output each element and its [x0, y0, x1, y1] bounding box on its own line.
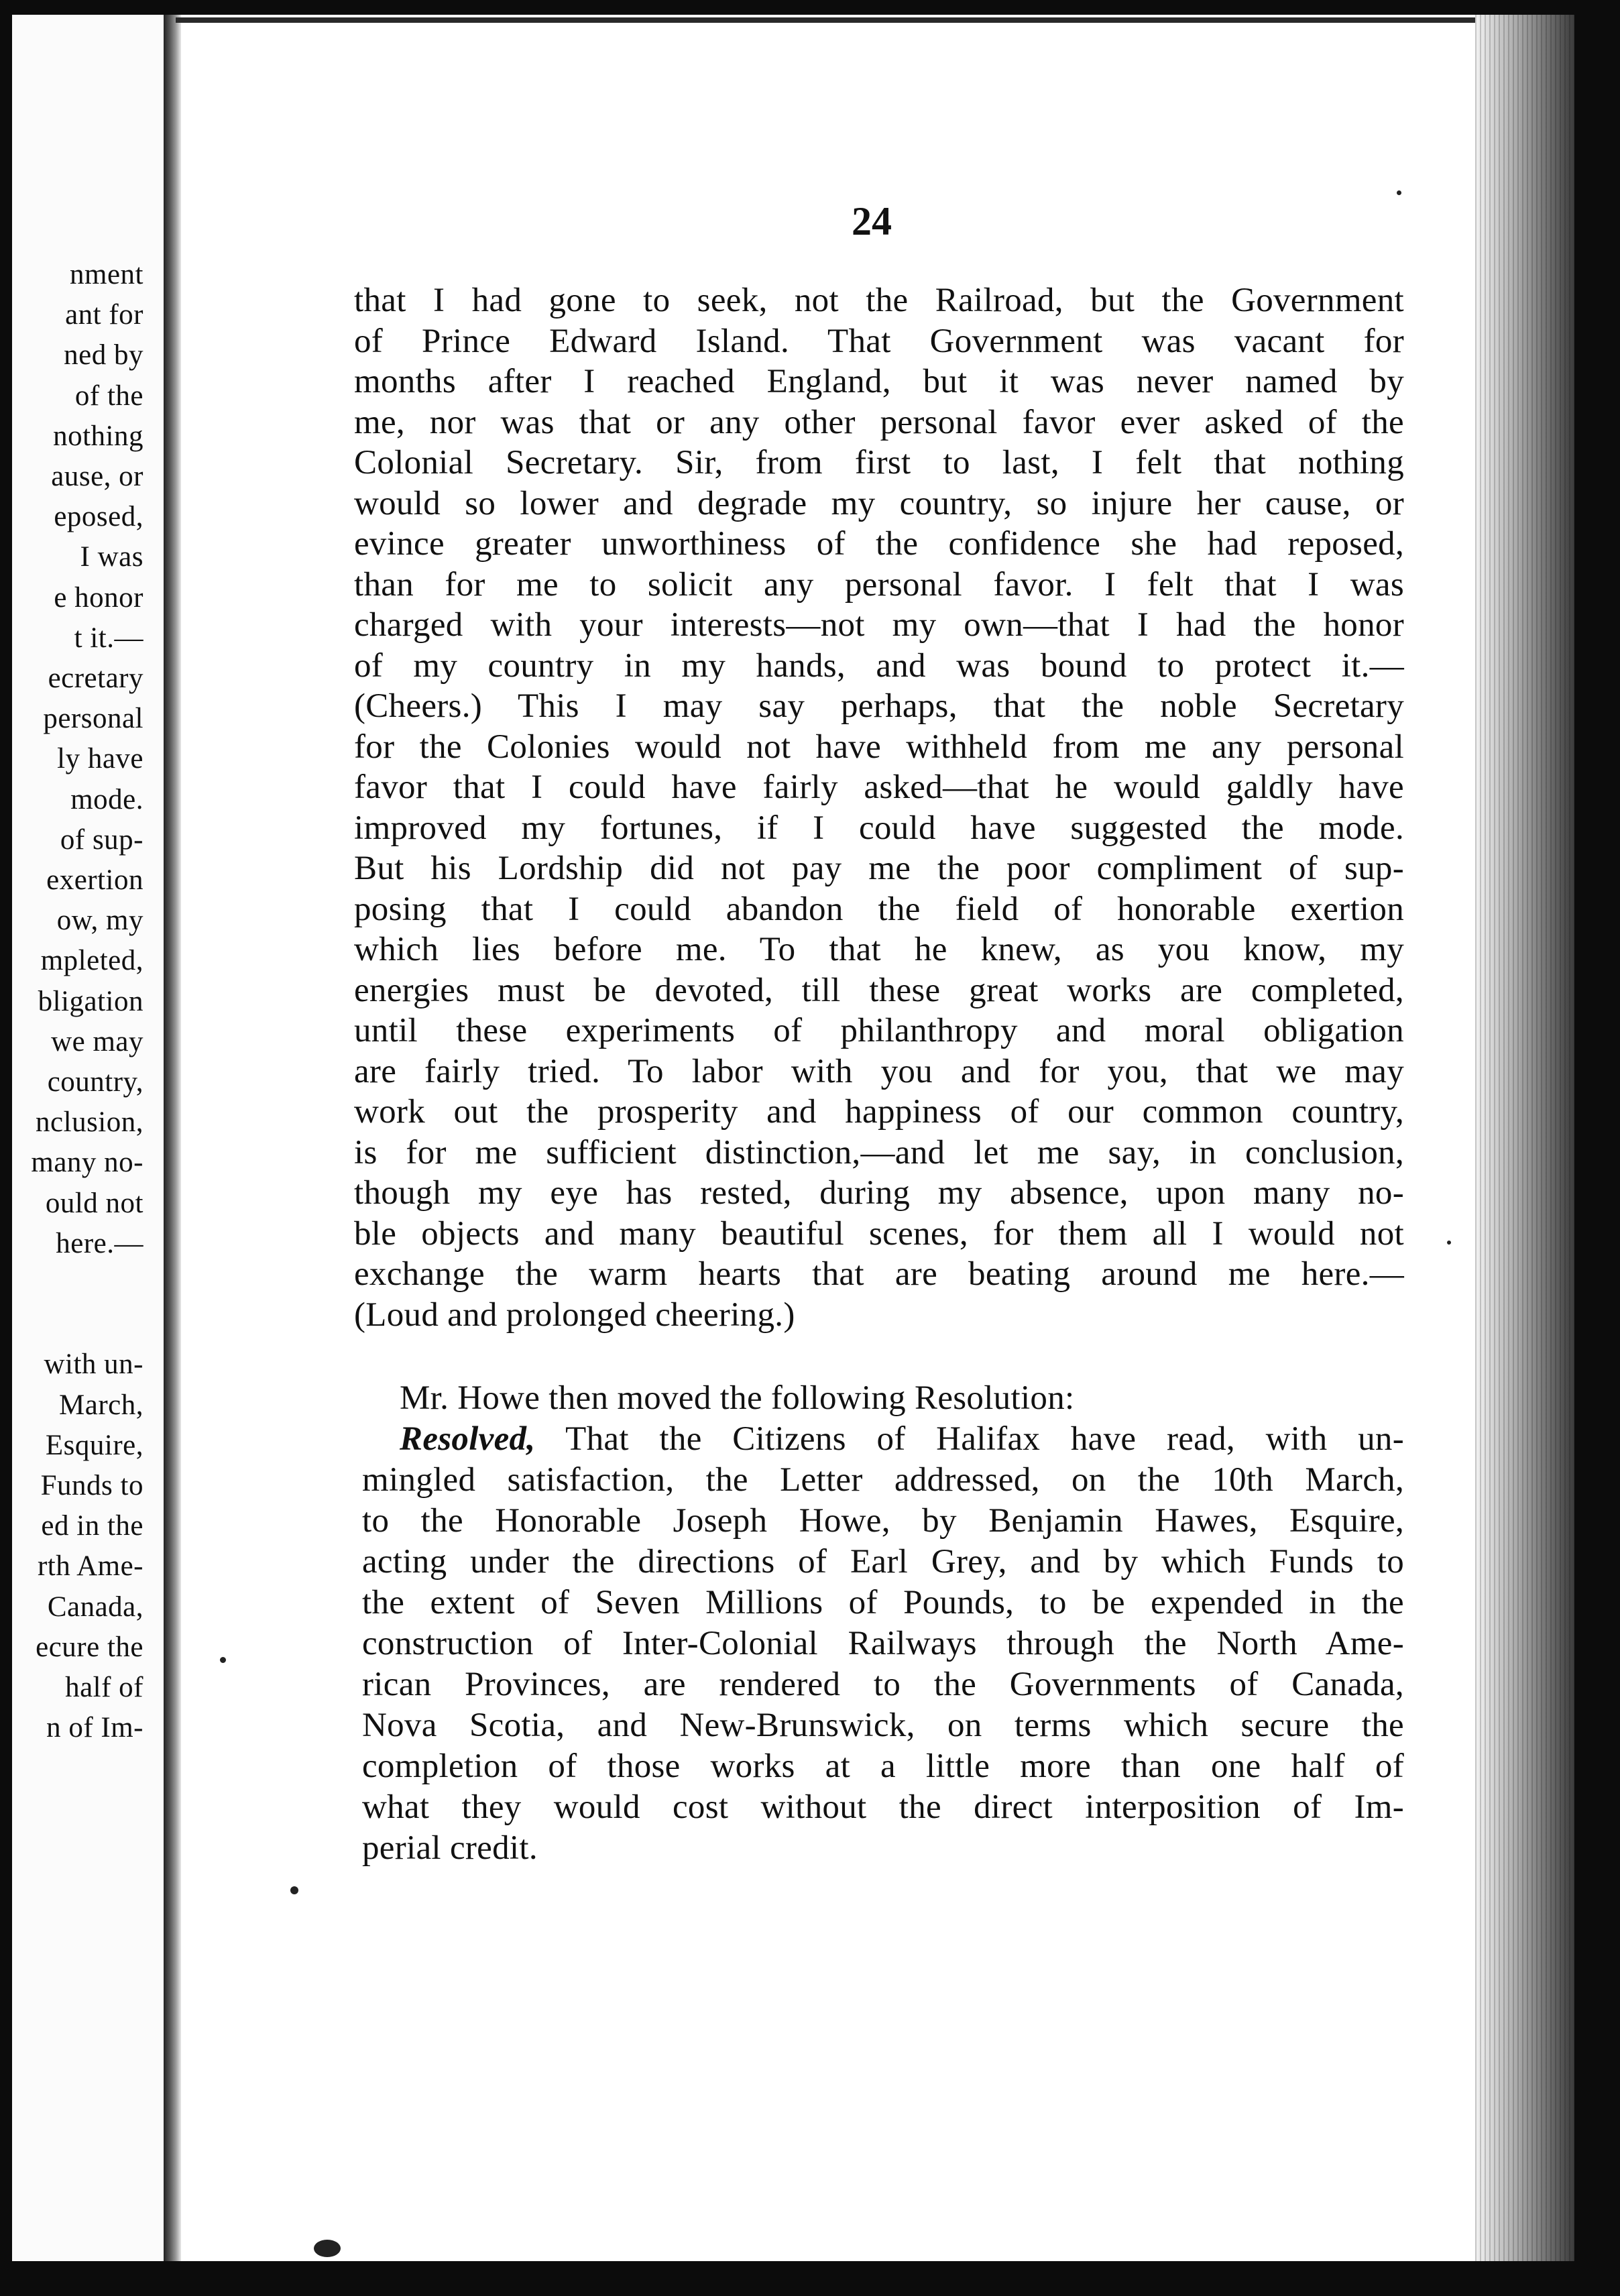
prev-page-line: mpleted, — [40, 945, 143, 977]
prev-page-line: ecretary — [48, 663, 143, 694]
speech-line: work out the prosperity and happiness of our common country, — [354, 1093, 1404, 1131]
resolution-line: rican Provinces, are rendered to the Governments of Canada, — [362, 1666, 1404, 1703]
speech-line: But his Lordship did not pay me the poor compliment of sup- — [354, 850, 1404, 887]
speech-line: charged with your interests—not my own—that I had the honor — [354, 606, 1404, 644]
speech-line: posing that I could abandon the field of honorable exertion — [354, 890, 1404, 928]
prev-page-line: Canada, — [47, 1591, 143, 1623]
prev-page-line: I was — [80, 541, 143, 573]
speech-line: exchange the warm hearts that are beating around me here.— — [354, 1255, 1404, 1293]
resolution-line — [400, 1419, 1404, 1460]
scan-speck — [1397, 190, 1401, 195]
prev-page-line: bligation — [38, 985, 143, 1017]
resolution-intro: Mr. Howe then moved the following Resolution: — [400, 1379, 1075, 1417]
prev-page-line: with un- — [44, 1348, 143, 1381]
speech-line: that I had gone to seek, not the Railroad, but the Government — [354, 282, 1404, 319]
prev-page-line: country, — [47, 1066, 143, 1098]
scan-right-edge — [1574, 0, 1620, 2296]
prev-page-line: personal — [43, 703, 143, 735]
resolution-line: completion of those works at a little more than one half of — [362, 1747, 1404, 1785]
speech-line: until these experiments of philanthropy and moral obligation — [354, 1012, 1404, 1049]
speech-line: than for me to solicit any personal favor. I felt that I was — [354, 565, 1404, 604]
prev-page-line: of sup- — [60, 823, 143, 856]
scan-bottom-edge — [0, 2261, 1620, 2296]
page-fore-edge — [1475, 15, 1574, 2261]
resolved-keyword: Resolved, — [400, 1420, 536, 1458]
prev-page-line: t it.— — [74, 622, 143, 654]
page-top-border — [176, 17, 1482, 23]
prev-page-line: rth Ame- — [37, 1550, 143, 1583]
prev-page-line: ause, or — [51, 461, 143, 492]
prev-page-line: Funds to — [40, 1470, 143, 1501]
speech-line: energies must be devoted, till these great works are completed, — [354, 971, 1404, 1009]
prev-page-line: eposed, — [54, 501, 143, 533]
speech-line: are fairly tried. To labor with you and for you, that we may — [354, 1052, 1404, 1090]
prev-page-line: ecure the — [36, 1631, 143, 1663]
book-gutter — [164, 15, 181, 2261]
speech-line: me, nor was that or any other personal favor ever asked of the — [354, 403, 1404, 441]
resolution-line: Nova Scotia, and New-Brunswick, on terms which secure the — [362, 1707, 1404, 1744]
speech-line: (Cheers.) This I may say perhaps, that the noble Secretary — [354, 687, 1404, 725]
prev-page-line: half of — [65, 1672, 143, 1703]
speech-line: of my country in my hands, and was bound to protect it.— — [354, 646, 1404, 685]
speech-line: Colonial Secretary. Sir, from first to last, I felt that nothing — [354, 444, 1404, 481]
prev-page-line: we may — [51, 1025, 143, 1057]
prev-page-line: ned by — [64, 339, 143, 371]
prev-page-line: mode. — [70, 783, 143, 815]
resolution-line: acting under the directions of Earl Grey, and by which Funds to — [362, 1543, 1404, 1581]
speech-line: would so lower and degrade my country, so injure her cause, or — [354, 484, 1404, 522]
scan-speck — [1447, 1241, 1451, 1245]
resolution-first-line-text: That the Citizens of Halifax have read, with un- — [535, 1420, 1404, 1458]
speech-line: of Prince Edward Island. That Government was vacant for — [354, 322, 1404, 360]
speech-line: ble objects and many beautiful scenes, for them all I would not — [354, 1214, 1404, 1253]
prev-page-line: many no- — [31, 1147, 143, 1179]
scan-speck — [290, 1886, 298, 1894]
prev-page-line: Esquire, — [45, 1429, 143, 1461]
prev-page-line: ow, my — [56, 905, 143, 937]
prev-page-line: nothing — [53, 420, 143, 452]
speech-line: though my eye has rested, during my absence, upon many no- — [354, 1174, 1404, 1212]
prev-page-line: ant for — [65, 299, 143, 331]
resolution-line: mingled satisfaction, the Letter addressed, on the 10th March, — [362, 1461, 1404, 1499]
prev-page-line: e honor — [54, 581, 143, 614]
resolution-line: to the Honorable Joseph Howe, by Benjamin Hawes, Esquire, — [362, 1502, 1404, 1540]
page-number: 24 — [852, 199, 892, 243]
speech-line: is for me sufficient distinction,—and let me say, in conclusion, — [354, 1133, 1404, 1171]
prev-page-line: n of Im- — [46, 1712, 143, 1744]
speech-line: evince greater unworthiness of the confidence she had reposed, — [354, 525, 1404, 563]
previous-page-fragment — [12, 15, 164, 2261]
prev-page-line: ed in the — [41, 1510, 143, 1542]
prev-page-line: nment — [70, 259, 143, 290]
resolution-line: construction of Inter-Colonial Railways through the North Ame- — [362, 1625, 1404, 1662]
speech-line: improved my fortunes, if I could have suggested the mode. — [354, 809, 1404, 847]
prev-page-line: of the — [74, 380, 143, 412]
scan-speck — [314, 2240, 341, 2257]
speech-line: for the Colonies would not have withheld from me any personal — [354, 728, 1404, 766]
prev-page-line: March, — [59, 1389, 143, 1421]
scan-top-edge — [0, 0, 1620, 15]
speech-line: favor that I could have fairly asked—that he would galdly have — [354, 768, 1404, 806]
prev-page-line: exertion — [46, 864, 143, 896]
prev-page-line: ly have — [57, 743, 143, 775]
scan-speck — [220, 1657, 226, 1663]
resolution-line: perial credit. — [362, 1829, 538, 1867]
prev-page-line: nclusion, — [36, 1106, 143, 1139]
speech-line: months after I reached England, but it was never named by — [354, 363, 1404, 400]
prev-page-line: ould not — [45, 1187, 143, 1219]
speech-line: which lies before me. To that he knew, as you know, my — [354, 931, 1404, 968]
speech-line: (Loud and prolonged cheering.) — [354, 1296, 795, 1334]
resolution-line: what they would cost without the direct interposition of Im- — [362, 1788, 1404, 1826]
prev-page-line: here.— — [56, 1227, 143, 1259]
scan-left-edge — [0, 0, 12, 2296]
resolution-line: the extent of Seven Millions of Pounds, to be expended in the — [362, 1584, 1404, 1621]
